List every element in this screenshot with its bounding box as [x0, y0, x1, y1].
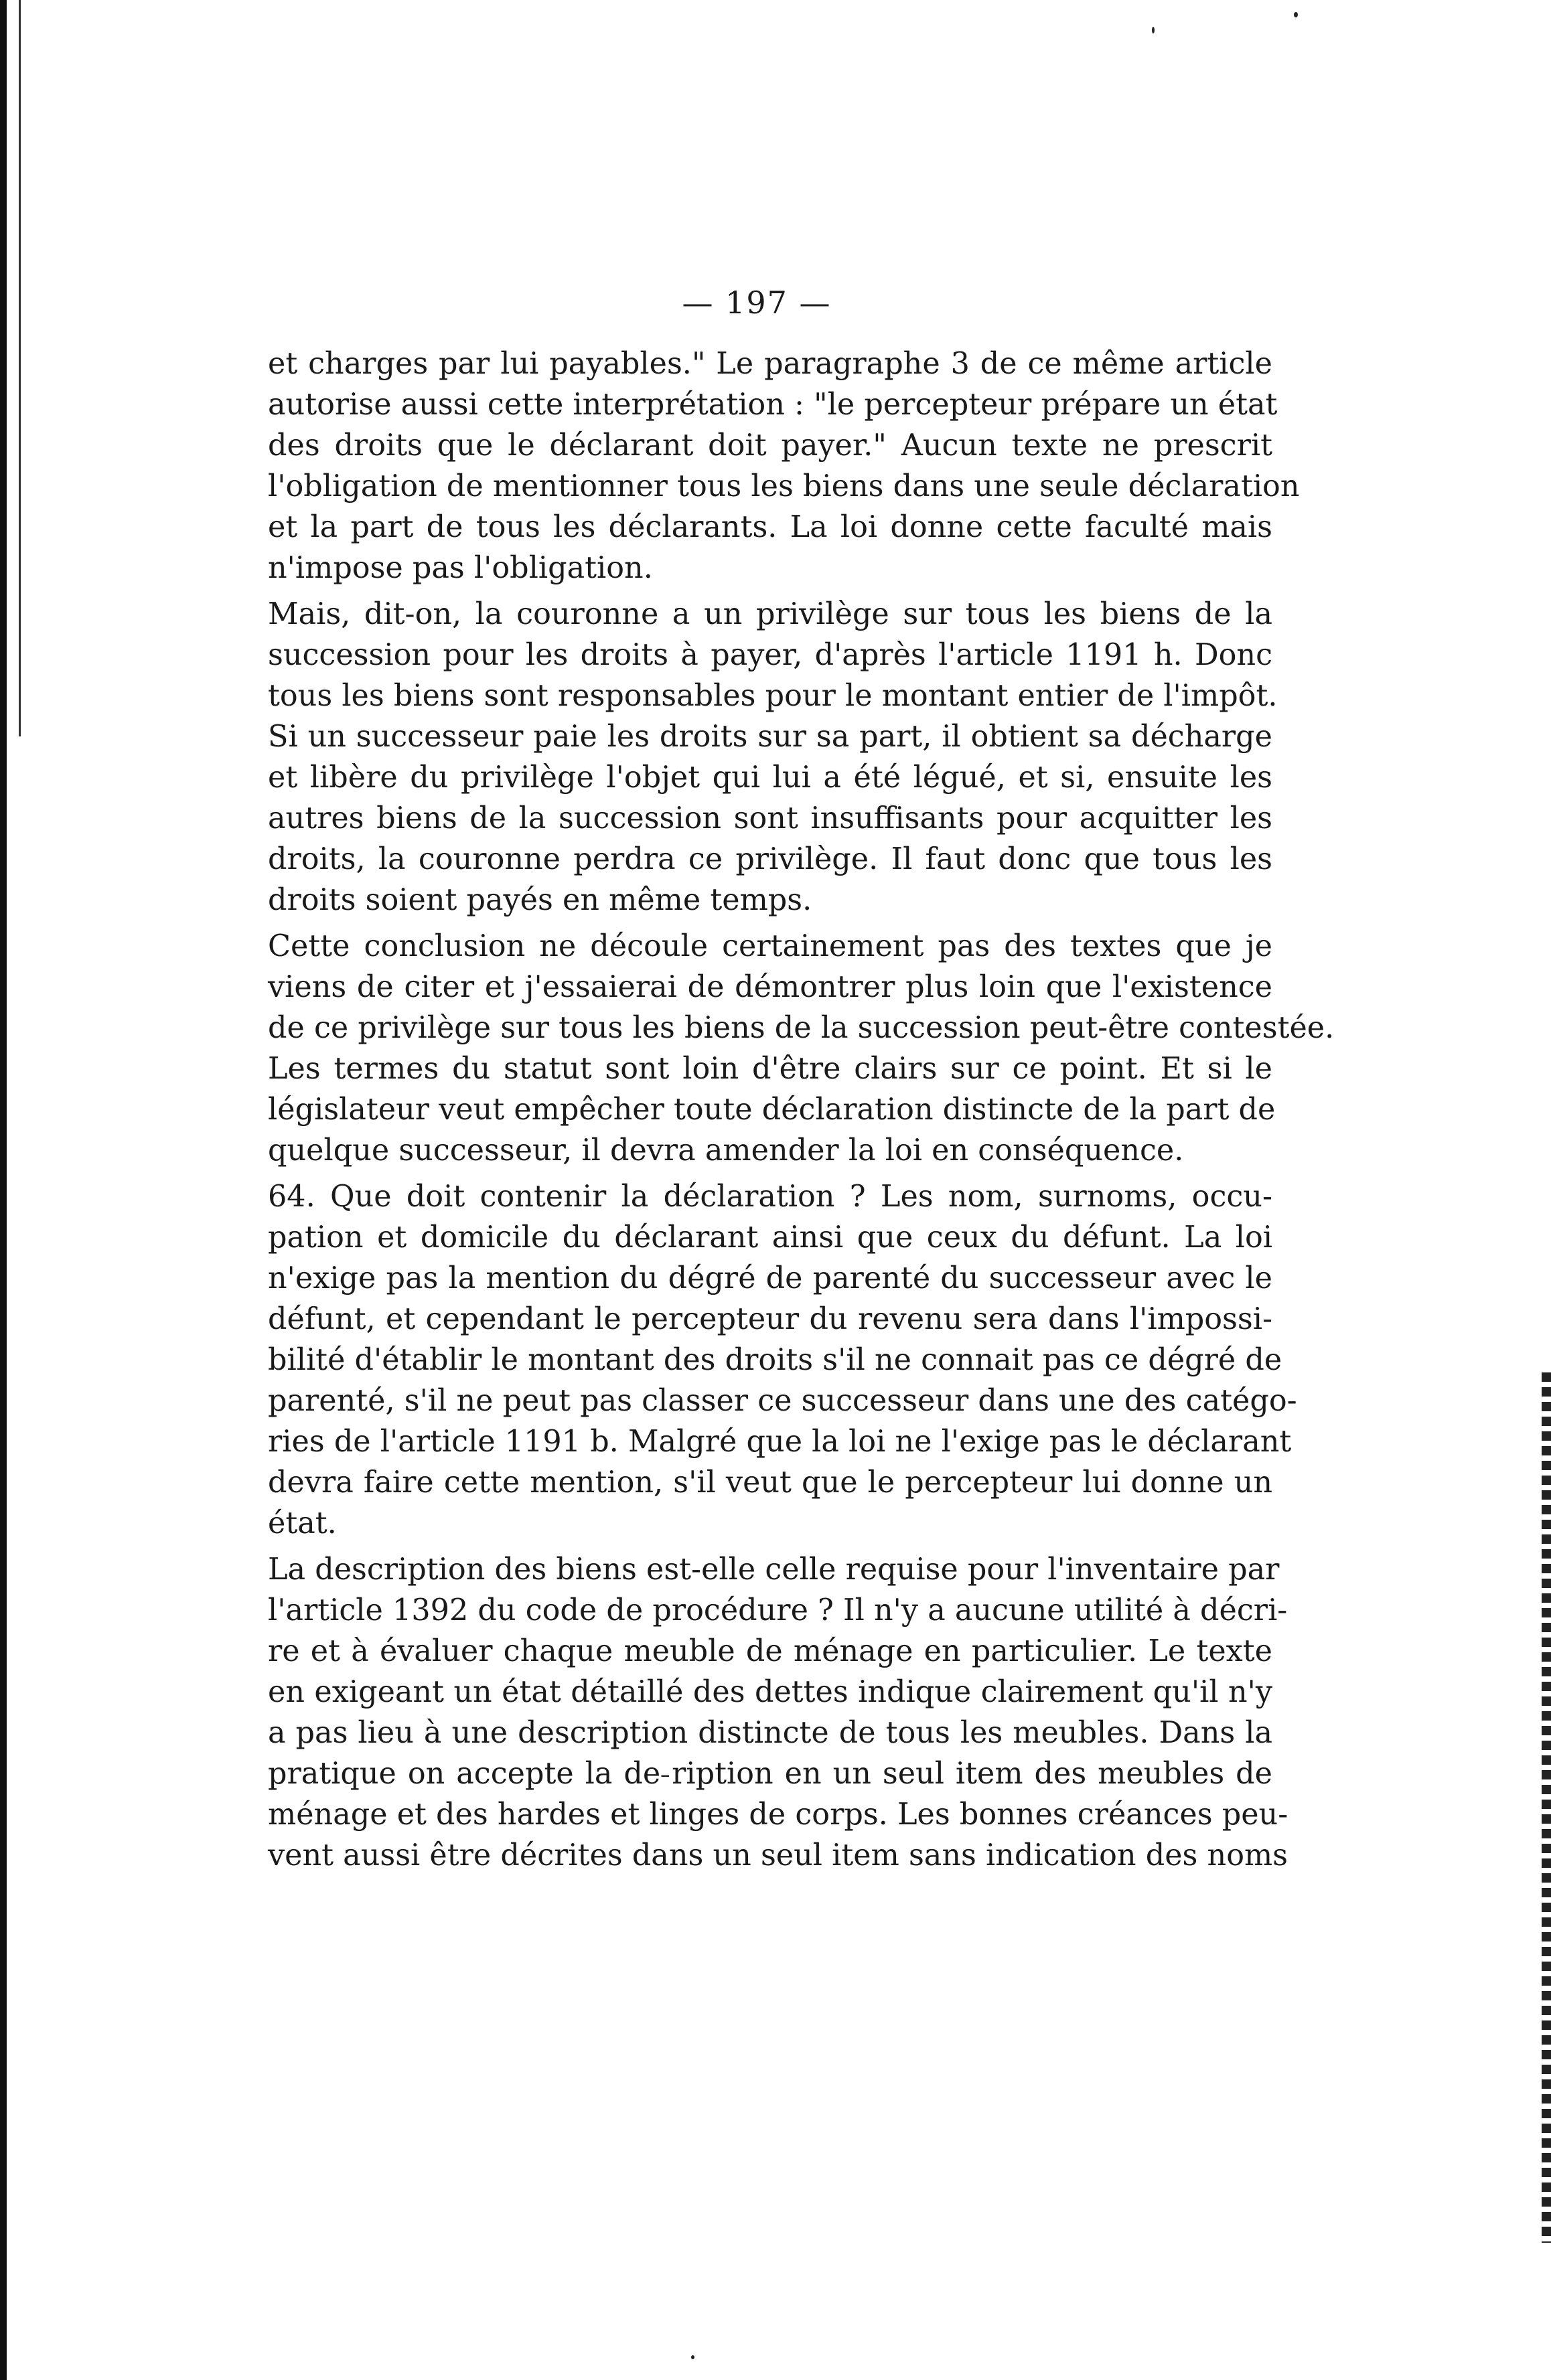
text-line: état. — [268, 1506, 337, 1540]
text-line: a pas lieu à une description distincte de tous les meubles. Dans la — [268, 1716, 1272, 1750]
text-line: 64. Que doit contenir la déclaration ? Les nom, surnoms, occu- — [268, 1180, 1272, 1214]
text-line: autres biens de la succession sont insuffisants pour acquitter les — [268, 801, 1272, 836]
text-line: droits, la couronne perdra ce privilège. Il faut donc que tous les — [268, 842, 1272, 876]
text-line: bilité d'établir le montant des droits s'il ne connait pas ce dégré de — [268, 1343, 1282, 1377]
text-line: législateur veut empêcher toute déclaration distincte de la part de — [268, 1093, 1276, 1127]
text-line: Cette conclusion ne découle certainement pas des textes que je — [268, 929, 1272, 963]
book-page — [241, 285, 1335, 1881]
text-line: viens de citer et j'essaierai de démontrer plus loin que l'existence — [268, 970, 1272, 1004]
scan-edge-right — [1542, 1372, 1551, 2243]
text-line: Mais, dit-on, la couronne a un privilège sur tous les biens de la — [268, 597, 1272, 631]
text-line: et la part de tous les déclarants. La loi donne cette faculté mais — [268, 510, 1272, 544]
scan-edge-left — [0, 0, 7, 2380]
text-line: droits soient payés en même temps. — [268, 883, 812, 917]
paragraph — [241, 926, 1335, 1171]
page-text-body — [241, 343, 1335, 1876]
text-line: des droits que le déclarant doit payer." Aucun texte ne prescrit — [268, 428, 1272, 463]
paragraph — [241, 343, 1300, 588]
text-line: ries de l'article 1191 b. Malgré que la loi ne l'exige pas le déclarant — [268, 1425, 1292, 1459]
text-line: La description des biens est-elle celle requise pour l'inventaire par — [268, 1553, 1280, 1587]
text-line: Les termes du statut sont loin d'être clairs sur ce point. Et si le — [268, 1052, 1272, 1086]
text-line: et libère du privilège l'objet qui lui a été légué, et si, ensuite les — [268, 761, 1272, 795]
scan-edge-left-line — [19, 0, 21, 736]
scan-speck — [1152, 27, 1155, 33]
text-line: ménage et des hardes et linges de corps. Les bonnes créances peu- — [268, 1798, 1288, 1832]
text-line: quelque successeur, il devra amender la loi en conséquence. — [268, 1133, 1184, 1168]
text-line: de ce privilège sur tous les biens de la succession peut-être contestée. — [268, 1011, 1335, 1045]
paragraph — [241, 1549, 1288, 1876]
text-line: pratique on accepte la de ̵ription en un seul item des meubles de — [268, 1757, 1272, 1791]
text-line: n'impose pas l'obligation. — [268, 551, 653, 585]
paragraph — [241, 594, 1278, 921]
text-line: l'obligation de mentionner tous les biens dans une seule déclaration — [268, 469, 1300, 503]
text-line: en exigeant un état détaillé des dettes indique clairement qu'il n'y — [268, 1675, 1272, 1709]
scan-speck — [1294, 12, 1298, 17]
scan-speck — [691, 2355, 694, 2359]
text-line: défunt, et cependant le percepteur du revenu sera dans l'impossi- — [268, 1302, 1272, 1336]
text-line: l'article 1392 du code de procédure ? Il n'y a aucune utilité à décri- — [268, 1593, 1288, 1628]
text-line: pation et domicile du déclarant ainsi que ceux du défunt. La loi — [268, 1220, 1272, 1255]
text-line: Si un successeur paie les droits sur sa part, il obtient sa décharge — [268, 720, 1272, 754]
text-line: devra faire cette mention, s'il veut que le percepteur lui donne un — [268, 1465, 1272, 1500]
paragraph — [241, 1176, 1297, 1544]
text-line: n'exige pas la mention du dégré de parenté du successeur avec le — [268, 1261, 1272, 1295]
text-line: et charges par lui payables." Le paragraphe 3 de ce même article — [268, 347, 1272, 381]
text-line: autorise aussi cette interprétation : "le percepteur prépare un état — [268, 388, 1278, 422]
text-line: parenté, s'il ne peut pas classer ce successeur dans une des catégo- — [268, 1384, 1297, 1418]
text-line: tous les biens sont responsables pour le montant entier de l'impôt. — [268, 679, 1278, 713]
text-line: vent aussi être décrites dans un seul item sans indication des noms — [268, 1838, 1288, 1873]
page-number: — 197 — — [682, 285, 832, 321]
text-line: re et à évaluer chaque meuble de ménage en particulier. Le texte — [268, 1634, 1272, 1668]
text-line: succession pour les droits à payer, d'après l'article 1191 h. Donc — [268, 638, 1272, 672]
